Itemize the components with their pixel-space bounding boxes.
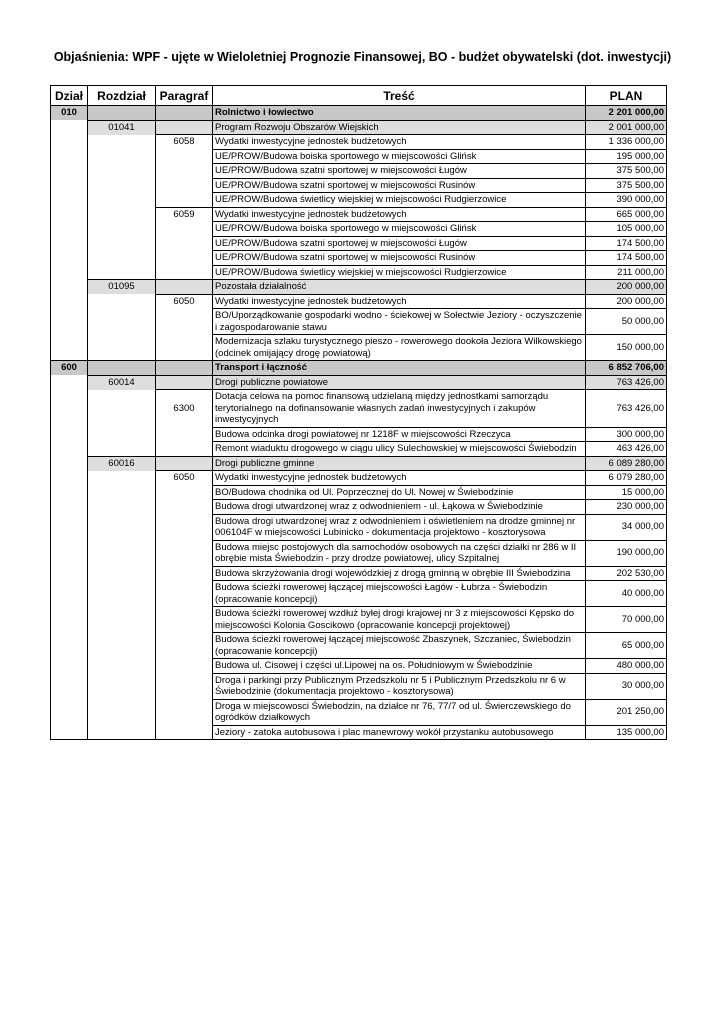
- cell-rozdzial: [88, 514, 156, 540]
- cell-paragraf: [156, 581, 213, 607]
- cell-plan: 34 000,00: [586, 514, 667, 540]
- cell-paragraf: [156, 149, 213, 164]
- cell-rozdzial: [88, 581, 156, 607]
- cell-plan: 15 000,00: [586, 485, 667, 500]
- cell-tresc: Remont wiaduktu drogowego w ciągu ulicy Sulechowskiej w miejscowości Świebodzin: [213, 442, 586, 457]
- table-row: [51, 390, 667, 428]
- cell-plan: 480 000,00: [586, 659, 667, 674]
- cell-rozdzial: [88, 149, 156, 164]
- header-tresc: Treść: [213, 86, 586, 106]
- cell-rozdzial: [88, 135, 156, 150]
- header-paragraf: Paragraf: [156, 86, 213, 106]
- cell-dzial: [51, 659, 88, 674]
- cell-tresc: UE/PROW/Budowa szatni sportowej w miejscowości Rusinów: [213, 251, 586, 266]
- cell-tresc: BO/Budowa chodnika od Ul. Poprzecznej do Ul. Nowej w Świebodzinie: [213, 485, 586, 500]
- table-row: [51, 135, 667, 150]
- cell-rozdzial: [88, 485, 156, 500]
- table-row: [51, 309, 667, 335]
- cell-rozdzial: [88, 725, 156, 740]
- table-row: [51, 106, 667, 121]
- cell-dzial: 600: [51, 361, 88, 376]
- table-row: [51, 485, 667, 500]
- cell-tresc: Wydatki inwestycyjne jednostek budżetowych: [213, 471, 586, 486]
- cell-tresc: UE/PROW/Budowa boiska sportowego w miejscowości Glińsk: [213, 222, 586, 237]
- cell-tresc: Drogi publiczne powiatowe: [213, 375, 586, 390]
- table-row: [51, 659, 667, 674]
- cell-plan: 174 500,00: [586, 251, 667, 266]
- cell-plan: 6 089 280,00: [586, 456, 667, 471]
- cell-tresc: Program Rozwoju Obszarów Wiejskich: [213, 120, 586, 135]
- cell-dzial: [51, 222, 88, 237]
- cell-plan: 150 000,00: [586, 335, 667, 361]
- cell-dzial: [51, 335, 88, 361]
- cell-paragraf: [156, 265, 213, 280]
- cell-plan: 200 000,00: [586, 280, 667, 295]
- cell-paragraf: [156, 699, 213, 725]
- table-row: [51, 566, 667, 581]
- cell-dzial: [51, 280, 88, 295]
- cell-tresc: Jeziory - zatoka autobusowa i plac manewrowy wokół przystanku autobusowego: [213, 725, 586, 740]
- cell-tresc: Budowa odcinka drogi powiatowej nr 1218F w miejscowości Rzeczyca: [213, 427, 586, 442]
- cell-paragraf: [156, 178, 213, 193]
- cell-plan: 202 530,00: [586, 566, 667, 581]
- cell-paragraf: [156, 456, 213, 471]
- cell-rozdzial: [88, 236, 156, 251]
- cell-tresc: Dotacja celowa na pomoc finansową udzielaną między jednostkami samorządu terytorialnego na dofinansowanie własnych zadań inwestycyjnych i zakupów inwestycyjnych: [213, 390, 586, 428]
- cell-dzial: [51, 236, 88, 251]
- cell-paragraf: 6050: [156, 471, 213, 486]
- table-row: [51, 581, 667, 607]
- cell-dzial: [51, 485, 88, 500]
- cell-plan: 6 079 280,00: [586, 471, 667, 486]
- cell-rozdzial: [88, 294, 156, 309]
- cell-plan: 763 426,00: [586, 375, 667, 390]
- cell-dzial: [51, 207, 88, 222]
- cell-tresc: Transport i łączność: [213, 361, 586, 376]
- cell-dzial: 010: [51, 106, 88, 121]
- cell-rozdzial: [88, 633, 156, 659]
- cell-dzial: [51, 471, 88, 486]
- cell-tresc: Budowa ścieżki rowerowej łączącej miejscowości Łagów - Łubrza - Świebodzin (opracowanie koncepcji): [213, 581, 586, 607]
- cell-tresc: Modernizacja szlaku turystycznego pieszo - rowerowego dookoła Jeziora Wilkowskiego (odcinek omijający drogę powiatową): [213, 335, 586, 361]
- table-row: [51, 500, 667, 515]
- table-row: [51, 222, 667, 237]
- cell-rozdzial: 60016: [88, 456, 156, 471]
- cell-plan: 195 000,00: [586, 149, 667, 164]
- cell-rozdzial: 01095: [88, 280, 156, 295]
- cell-plan: 50 000,00: [586, 309, 667, 335]
- cell-tresc: Wydatki inwestycyjne jednostek budżetowych: [213, 294, 586, 309]
- cell-dzial: [51, 135, 88, 150]
- cell-paragraf: [156, 222, 213, 237]
- cell-dzial: [51, 265, 88, 280]
- cell-dzial: [51, 164, 88, 179]
- cell-tresc: Budowa miejsc postojowych dla samochodów osobowych na części działki nr 286 w II obrębie mista Świebodzin - przy drodze powiatowej, ulicy Szpitalnej: [213, 540, 586, 566]
- cell-plan: 300 000,00: [586, 427, 667, 442]
- cell-rozdzial: [88, 106, 156, 121]
- cell-paragraf: [156, 633, 213, 659]
- cell-plan: 463 426,00: [586, 442, 667, 457]
- cell-tresc: UE/PROW/Budowa boiska sportowego w miejscowości Glińsk: [213, 149, 586, 164]
- cell-rozdzial: [88, 540, 156, 566]
- cell-dzial: [51, 699, 88, 725]
- table-row: [51, 471, 667, 486]
- cell-paragraf: [156, 251, 213, 266]
- cell-paragraf: [156, 280, 213, 295]
- cell-plan: 1 336 000,00: [586, 135, 667, 150]
- cell-dzial: [51, 725, 88, 740]
- cell-rozdzial: [88, 442, 156, 457]
- cell-rozdzial: [88, 427, 156, 442]
- cell-tresc: Budowa ul. Cisowej i części ul.Lipowej na os. Południowym w Świebodzinie: [213, 659, 586, 674]
- cell-dzial: [51, 581, 88, 607]
- cell-paragraf: [156, 375, 213, 390]
- cell-tresc: UE/PROW/Budowa świetlicy wiejskiej w miejscowości Rudgierzowice: [213, 265, 586, 280]
- cell-tresc: Pozostała działalność: [213, 280, 586, 295]
- table-row: [51, 540, 667, 566]
- cell-tresc: Budowa ścieżki rowerowej łączącej miejscowość Zbaszynek, Szczaniec, Świebodzin (opracowanie koncepcji): [213, 633, 586, 659]
- table-row: [51, 456, 667, 471]
- cell-paragraf: [156, 193, 213, 208]
- cell-dzial: [51, 390, 88, 428]
- cell-plan: 105 000,00: [586, 222, 667, 237]
- cell-paragraf: [156, 120, 213, 135]
- cell-plan: 2 201 000,00: [586, 106, 667, 121]
- cell-dzial: [51, 442, 88, 457]
- cell-tresc: UE/PROW/Budowa szatni sportowej w miejscowości Ługów: [213, 164, 586, 179]
- header-rozdzial: Rozdział: [88, 86, 156, 106]
- cell-paragraf: [156, 335, 213, 361]
- cell-tresc: BO/Uporządkowanie gospodarki wodno - ściekowej w Sołectwie Jeziory - oczyszczenie i zagospodarowanie stawu: [213, 309, 586, 335]
- cell-plan: 763 426,00: [586, 390, 667, 428]
- cell-rozdzial: [88, 390, 156, 428]
- cell-tresc: UE/PROW/Budowa szatni sportowej w miejscowości Rusinów: [213, 178, 586, 193]
- cell-dzial: [51, 566, 88, 581]
- cell-tresc: Droga i parkingi przy Publicznym Przedszkolu nr 5 i Publicznym Przedszkolu nr 6 w Świebodzinie (dokumentacja projektowo - kosztorysowa): [213, 673, 586, 699]
- budget-table-body: [51, 106, 667, 740]
- cell-rozdzial: [88, 164, 156, 179]
- cell-plan: 30 000,00: [586, 673, 667, 699]
- table-row: [51, 607, 667, 633]
- cell-paragraf: [156, 607, 213, 633]
- table-row: [51, 207, 667, 222]
- cell-paragraf: [156, 566, 213, 581]
- document-title: Objaśnienia: WPF - ujęte w Wieloletniej Prognozie Finansowej, BO - budżet obywatelski (dot. inwestycji): [53, 50, 672, 64]
- cell-dzial: [51, 607, 88, 633]
- cell-tresc: Budowa skrzyżowania drogi wojewódzkiej z drogą gminną w obrębie III Świebodzina: [213, 566, 586, 581]
- cell-plan: 200 000,00: [586, 294, 667, 309]
- cell-dzial: [51, 633, 88, 659]
- table-row: [51, 120, 667, 135]
- cell-paragraf: [156, 725, 213, 740]
- cell-paragraf: [156, 309, 213, 335]
- table-row: [51, 673, 667, 699]
- cell-plan: 211 000,00: [586, 265, 667, 280]
- table-row: [51, 514, 667, 540]
- cell-tresc: Wydatki inwestycyjne jednostek budżetowych: [213, 135, 586, 150]
- cell-plan: 230 000,00: [586, 500, 667, 515]
- cell-paragraf: [156, 540, 213, 566]
- table-row: [51, 280, 667, 295]
- cell-rozdzial: [88, 193, 156, 208]
- cell-paragraf: [156, 164, 213, 179]
- cell-dzial: [51, 673, 88, 699]
- cell-plan: 70 000,00: [586, 607, 667, 633]
- cell-rozdzial: [88, 566, 156, 581]
- table-row: [51, 265, 667, 280]
- cell-dzial: [51, 149, 88, 164]
- cell-paragraf: [156, 236, 213, 251]
- header-dzial: Dział: [51, 86, 88, 106]
- table-row: [51, 375, 667, 390]
- cell-tresc: UE/PROW/Budowa świetlicy wiejskiej w miejscowości Rudgierzowice: [213, 193, 586, 208]
- cell-plan: 665 000,00: [586, 207, 667, 222]
- cell-paragraf: [156, 442, 213, 457]
- cell-paragraf: [156, 361, 213, 376]
- cell-rozdzial: 01041: [88, 120, 156, 135]
- table-row: [51, 149, 667, 164]
- table-row: [51, 442, 667, 457]
- cell-paragraf: [156, 673, 213, 699]
- cell-rozdzial: [88, 207, 156, 222]
- budget-table: [50, 85, 667, 740]
- cell-plan: 375 500,00: [586, 178, 667, 193]
- table-row: [51, 633, 667, 659]
- cell-dzial: [51, 309, 88, 335]
- cell-rozdzial: [88, 222, 156, 237]
- cell-rozdzial: [88, 178, 156, 193]
- cell-tresc: Budowa ścieżki rowerowej wzdłuż byłej drogi krajowej nr 3 z miejscowości Kępsko do miejscowości Kolonia Goscikowo (opracowanie koncepcji projektowej): [213, 607, 586, 633]
- table-header-row: [51, 86, 667, 106]
- cell-dzial: [51, 540, 88, 566]
- cell-plan: 201 250,00: [586, 699, 667, 725]
- cell-rozdzial: [88, 607, 156, 633]
- cell-rozdzial: [88, 335, 156, 361]
- cell-plan: 190 000,00: [586, 540, 667, 566]
- cell-dzial: [51, 193, 88, 208]
- cell-rozdzial: [88, 361, 156, 376]
- cell-dzial: [51, 456, 88, 471]
- table-row: [51, 178, 667, 193]
- cell-dzial: [51, 514, 88, 540]
- cell-plan: 135 000,00: [586, 725, 667, 740]
- cell-paragraf: 6050: [156, 294, 213, 309]
- cell-plan: 40 000,00: [586, 581, 667, 607]
- cell-rozdzial: [88, 659, 156, 674]
- cell-tresc: Wydatki inwestycyjne jednostek budżetowych: [213, 207, 586, 222]
- table-row: [51, 164, 667, 179]
- table-row: [51, 699, 667, 725]
- cell-dzial: [51, 375, 88, 390]
- cell-tresc: Drogi publiczne gminne: [213, 456, 586, 471]
- cell-paragraf: 6300: [156, 390, 213, 428]
- cell-dzial: [51, 427, 88, 442]
- cell-plan: 390 000,00: [586, 193, 667, 208]
- cell-dzial: [51, 178, 88, 193]
- table-row: [51, 427, 667, 442]
- cell-paragraf: [156, 500, 213, 515]
- cell-rozdzial: [88, 471, 156, 486]
- cell-tresc: Rolnictwo i łowiectwo: [213, 106, 586, 121]
- cell-paragraf: [156, 427, 213, 442]
- cell-dzial: [51, 500, 88, 515]
- cell-rozdzial: [88, 673, 156, 699]
- cell-paragraf: 6059: [156, 207, 213, 222]
- table-row: [51, 251, 667, 266]
- cell-tresc: UE/PROW/Budowa szatni sportowej w miejscowości Ługów: [213, 236, 586, 251]
- cell-paragraf: [156, 514, 213, 540]
- cell-rozdzial: [88, 309, 156, 335]
- header-plan: PLAN: [586, 86, 667, 106]
- cell-plan: 2 001 000,00: [586, 120, 667, 135]
- table-row: [51, 294, 667, 309]
- table-row: [51, 725, 667, 740]
- cell-tresc: Budowa drogi utwardzonej wraz z odwodnieniem i oświetleniem na drodze gminnej nr 006104F w miejscowości Lubinicko - dokumentacja projektowo - kosztorysowa: [213, 514, 586, 540]
- cell-rozdzial: 60014: [88, 375, 156, 390]
- cell-plan: 375 500,00: [586, 164, 667, 179]
- cell-tresc: Droga w miejscowosci Świebodzin, na działce nr 76, 77/7 od ul. Świerczewskiego do ogródków działkowych: [213, 699, 586, 725]
- cell-tresc: Budowa drogi utwardzonej wraz z odwodnieniem - ul. Łąkowa w Świebodzinie: [213, 500, 586, 515]
- table-row: [51, 361, 667, 376]
- cell-plan: 65 000,00: [586, 633, 667, 659]
- cell-dzial: [51, 251, 88, 266]
- cell-paragraf: [156, 659, 213, 674]
- table-row: [51, 335, 667, 361]
- cell-plan: 6 852 706,00: [586, 361, 667, 376]
- cell-paragraf: [156, 106, 213, 121]
- cell-paragraf: 6058: [156, 135, 213, 150]
- cell-rozdzial: [88, 251, 156, 266]
- cell-rozdzial: [88, 265, 156, 280]
- cell-dzial: [51, 294, 88, 309]
- table-row: [51, 236, 667, 251]
- cell-rozdzial: [88, 500, 156, 515]
- table-row: [51, 193, 667, 208]
- cell-paragraf: [156, 485, 213, 500]
- cell-plan: 174 500,00: [586, 236, 667, 251]
- cell-dzial: [51, 120, 88, 135]
- cell-rozdzial: [88, 699, 156, 725]
